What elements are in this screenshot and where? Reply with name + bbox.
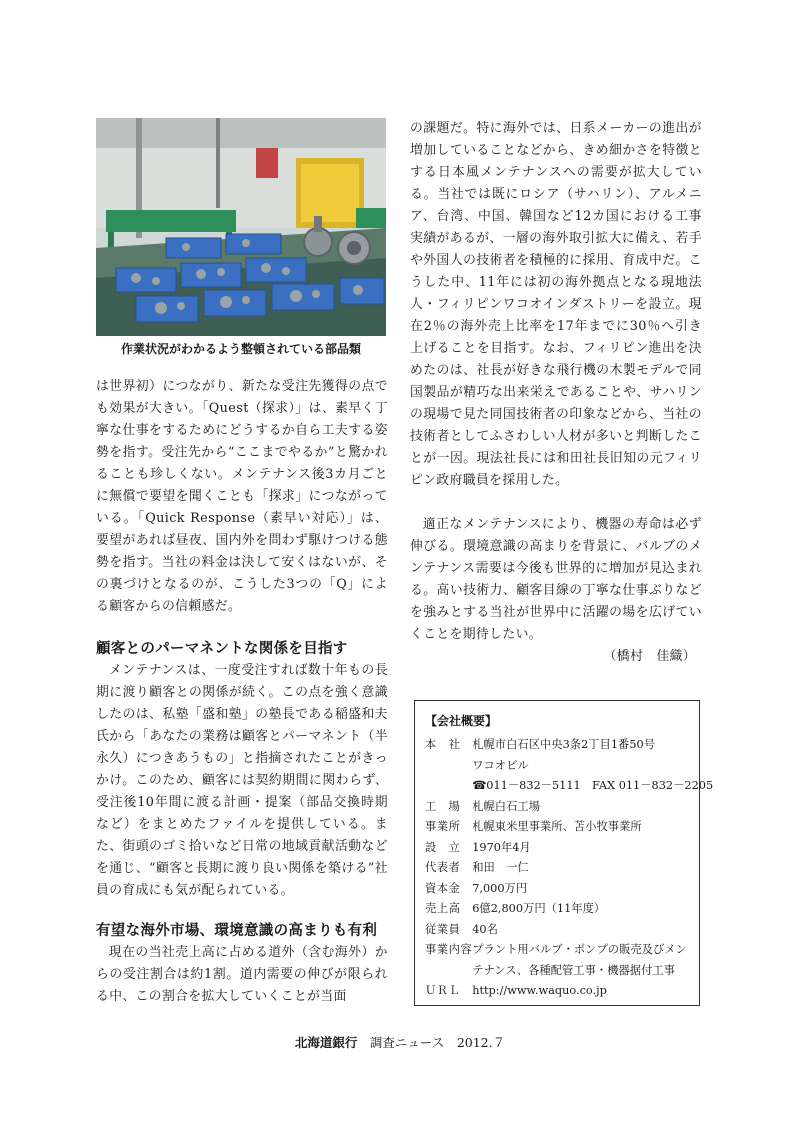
profile-value-text: 40名 xyxy=(472,922,498,936)
right-column xyxy=(410,118,702,668)
profile-value xyxy=(472,879,713,900)
body-paragraph: メンテナンスは、一度受注すれば数十年もの長期に渡り顧客との関係が続く。この点を強く意識したのは、私塾「盛和塾」の塾長である稲盛和夫氏から「あなたの業務は顧客とパーマネント（半永久）につきあうもの」と指摘されたことがきっかけ。このため、顧客には契約期間に関わらず、受注後10年間に渡る計画・提案（部品交換時期など）をまとめたファイルを提供している。また、街頭のゴミ拾いなど日常の地域貢献活動などを通じ、“顧客と長期に渡り良い関係を築ける”社員の育成にも気が配られている。 xyxy=(96,663,388,898)
footer-date: 2012.７ xyxy=(456,1035,506,1050)
photo-caption: 作業状況がわかるよう整頓されている部品類 xyxy=(120,342,361,356)
profile-value xyxy=(472,735,713,797)
footer-publication: 調査ニュース xyxy=(369,1035,445,1050)
profile-value xyxy=(472,899,713,920)
profile-row xyxy=(425,817,713,838)
profile-row xyxy=(425,797,713,818)
profile-row xyxy=(425,838,713,859)
company-profile-heading: 【会社概要】 xyxy=(425,714,498,728)
profile-value-subline: テナンス、各種配管工事・機器据付工事 xyxy=(472,963,675,977)
profile-label: 設 立 xyxy=(425,840,461,854)
body-paragraph: の課題だ。特に海外では、日系メーカーの進出が増加していることなどから、きめ細かさを特徴とする日本風メンテナンスへの需要が拡大している。当社では既にロシア（サハリン）、アルメニア、台湾、中国、韓国など12カ国における工事実績があるが、一層の海外取引拡大に備え、若手や外国人の技術者を積極的に採用、育成中だ。こうした中、11年には初の海外拠点となる現地法人・フィリピンワコオインダストリーを設立。現在2％の海外売上比率を17年までに30％へ引き上げることを目指す。なお、フィリピン進出を決めたのは、社長が好きな飛行機の木製モデルで同国製品が精巧な出来栄えであることや、サハリンの現場で見た同国技術者の印象などから、当社の技術者としてふさわしい人材が多いと判断したことが一因。現法社長には和田社長旧知の元フィリピン政府職員を採用した。 xyxy=(410,121,702,488)
profile-value-text: 和田 一仁 xyxy=(472,861,529,874)
profile-row xyxy=(425,858,713,879)
company-profile-table xyxy=(425,735,713,1002)
profile-label: 代表者 xyxy=(425,861,461,874)
section-heading: 有望な海外市場、環境意識の高まりも有利 xyxy=(96,923,378,939)
author-credit: （橋村 佳織） xyxy=(603,649,696,664)
profile-label: 本 社 xyxy=(425,738,461,751)
profile-row xyxy=(425,920,713,941)
profile-value-text: 6億2,800万円（11年度） xyxy=(472,902,606,915)
page-footer xyxy=(0,1034,800,1052)
profile-value-text: プラント用バルブ・ポンプの販売及びメン xyxy=(472,943,687,956)
profile-row xyxy=(425,735,713,797)
profile-value xyxy=(472,940,713,981)
profile-label: 事業内容 xyxy=(425,943,473,956)
profile-value xyxy=(472,817,713,838)
profile-label: 資本金 xyxy=(425,881,461,895)
profile-value-text: 1970年4月 xyxy=(472,840,531,854)
profile-value-text: 札幌白石工場 xyxy=(472,799,540,813)
company-profile-box xyxy=(414,700,714,1006)
profile-row xyxy=(425,940,713,981)
profile-row xyxy=(425,879,713,900)
profile-label: 事業所 xyxy=(425,820,461,833)
profile-value-text: 7,000万円 xyxy=(472,881,528,895)
profile-value-subline: ワコオビル xyxy=(472,758,529,772)
section-heading: 顧客とのパーマネントな関係を目指す xyxy=(96,641,348,657)
body-paragraph: 適正なメンテナンスにより、機器の寿命は必ず伸びる。環境意識の高まりを背景に、バルブのメンテナンス需要は今後も世界的に増加が見込まれる。高い技術力、顧客目線の丁寧な仕事ぶりなどを強みとする当社が世界中に活躍の場を広げていくことを期待したい。 xyxy=(410,517,702,642)
profile-label: ＵＲＬ xyxy=(425,984,461,997)
profile-value[interactable] xyxy=(472,981,713,1002)
profile-label: 工 場 xyxy=(425,799,461,813)
profile-value xyxy=(472,797,713,818)
profile-value xyxy=(472,920,713,941)
left-column xyxy=(96,376,388,1008)
body-paragraph: は世界初）につながり、新たな受注先獲得の点でも効果が大きい。「Quest（探求）」は、素早く丁寧な仕事をするためにどうするか自ら工夫する姿勢を指す。受注先から“ここまでやるか”と驚かれることも珍しくない。メンテナンス後3カ月ごとに無償で要望を聞くことも「探求」につながっている。「Quick Response（素早い対応）」は、要望があれば昼夜、国内外を問わず駆けつける態勢を指す。当社の料金は決して安くはないが、その裏づけとなるのが、こうした3つの「Q」による顧客からの信頼感だ。 xyxy=(96,379,388,614)
profile-row xyxy=(425,981,713,1002)
profile-value-text: 札幌市白石区中央3条2丁目1番50号 xyxy=(472,738,656,751)
footer-publisher: 北海道銀行 xyxy=(294,1035,358,1050)
workshop-photo xyxy=(96,118,386,336)
body-paragraph: 現在の当社売上高に占める道外（含む海外）からの受注割合は約1割。道内需要の伸びが限られる中、この割合を拡大していくことが当面 xyxy=(96,945,388,1004)
profile-value-text: http://www.waquo.co.jp xyxy=(472,984,607,997)
profile-value xyxy=(472,858,713,879)
profile-label: 売上高 xyxy=(425,902,461,915)
profile-row xyxy=(425,899,713,920)
profile-value xyxy=(472,838,713,859)
profile-value-text: 札幌東米里事業所、苫小牧事業所 xyxy=(472,820,642,833)
profile-label: 従業員 xyxy=(425,922,461,936)
profile-value-subline: ☎011－832－5111 FAX 011－832－2205 xyxy=(472,779,714,792)
